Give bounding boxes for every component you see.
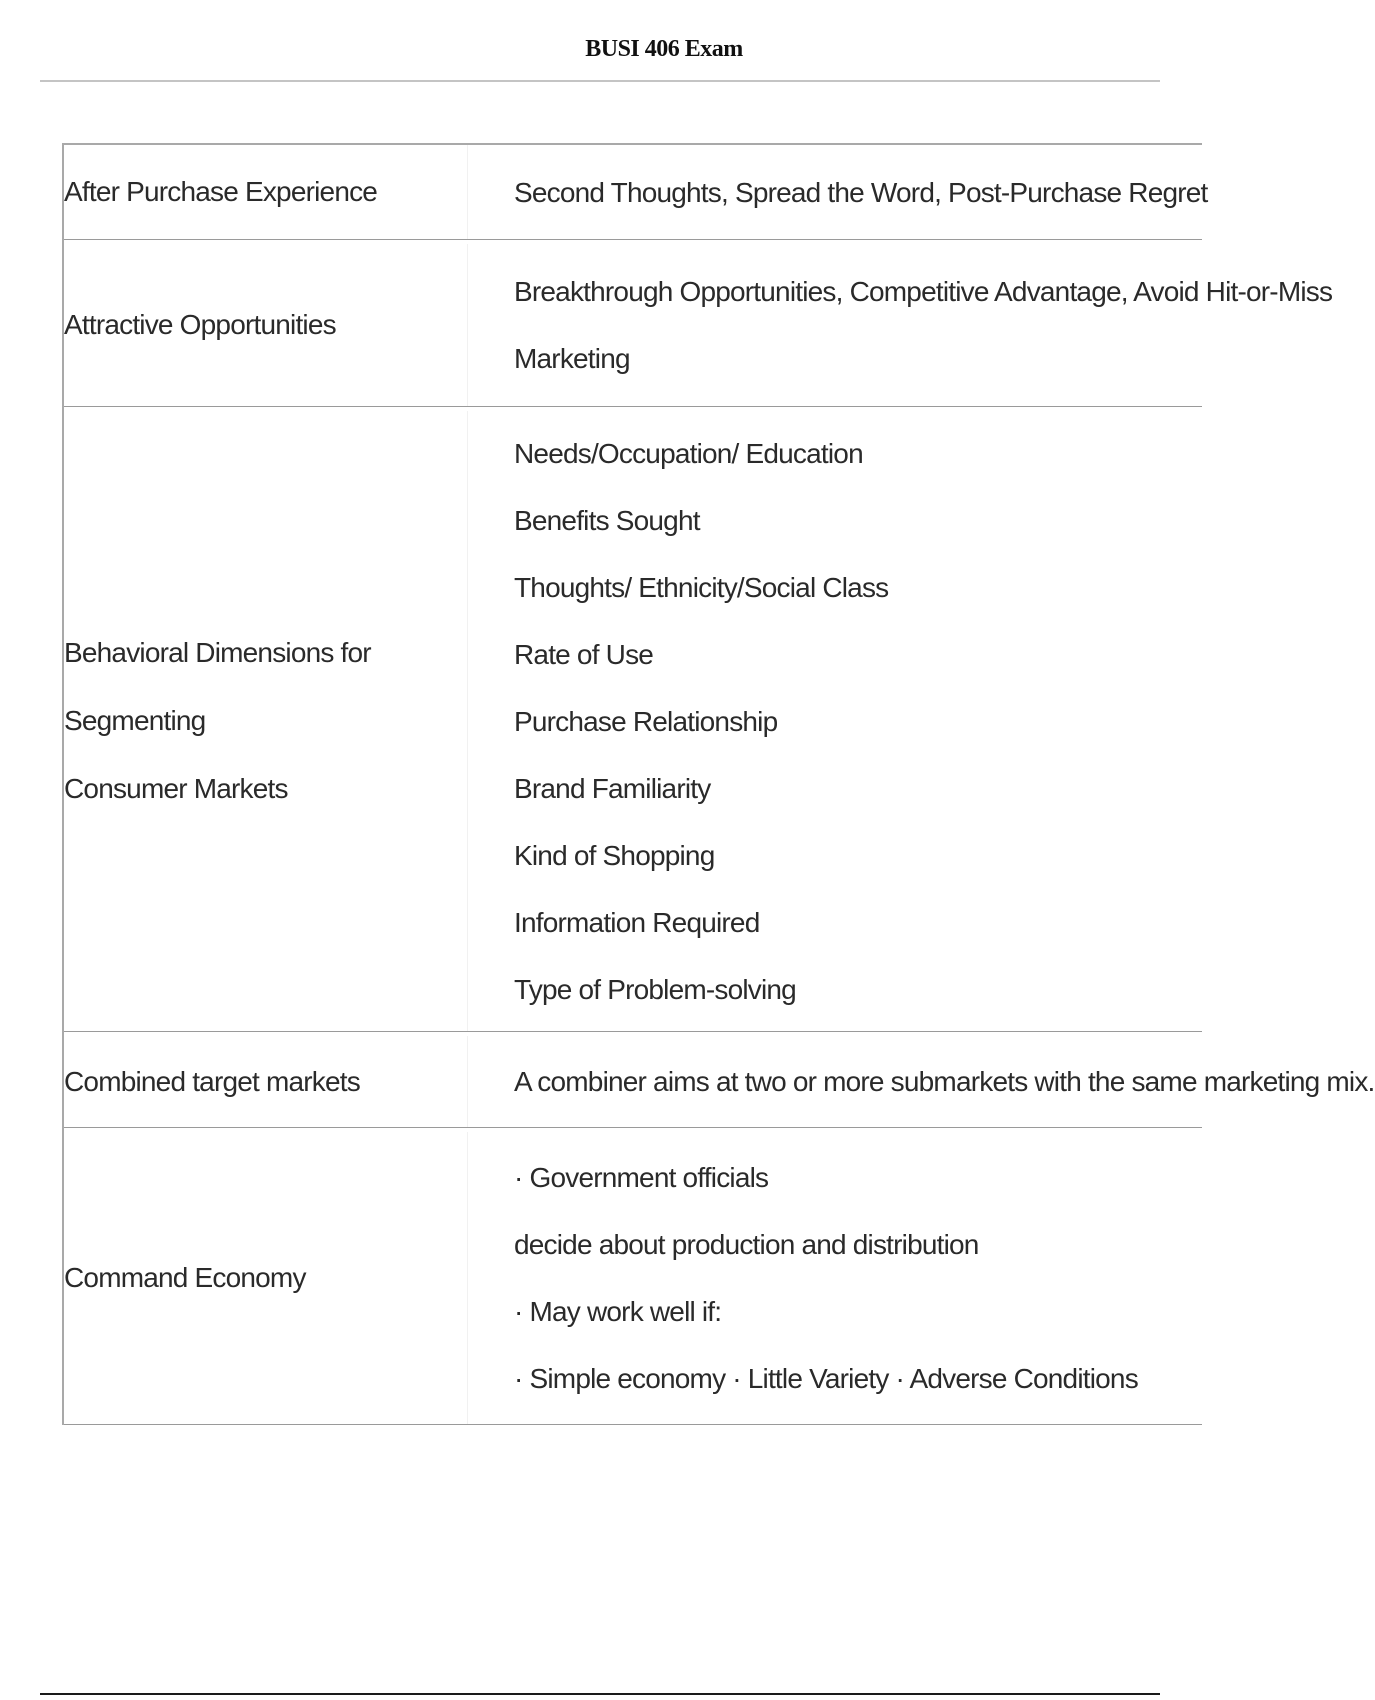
definition-line: · May work well if: xyxy=(514,1296,722,1327)
term-cell xyxy=(64,1132,468,1424)
definition-line: Marketing xyxy=(514,343,630,374)
term-text-block xyxy=(64,619,467,823)
table-row xyxy=(64,1032,1375,1128)
definition-line: Benefits Sought xyxy=(514,504,700,536)
definition-line: Type of Problem-solving xyxy=(514,973,796,1005)
definition-line: Information Required xyxy=(514,906,760,938)
definition-cell xyxy=(468,411,1202,1031)
page-title: BUSI 406 Exam xyxy=(585,36,743,62)
term-text: After Purchase Experience xyxy=(64,176,378,207)
header-divider xyxy=(40,80,1160,82)
table-row xyxy=(64,240,1333,407)
definition-cell xyxy=(468,1132,1202,1424)
term-text: Behavioral Dimensions for Segmenting xyxy=(64,637,371,736)
term-cell xyxy=(64,145,468,239)
term-cell xyxy=(64,411,468,1031)
term-cell xyxy=(64,1036,468,1127)
term-text: Command Economy xyxy=(64,1262,306,1293)
definition-line: Needs/Occupation/ Education xyxy=(514,437,863,469)
term-text: Consumer Markets xyxy=(64,773,288,804)
definition-line: Rate of Use xyxy=(514,638,654,670)
definition-line: Thoughts/ Ethnicity/Social Class xyxy=(514,571,889,603)
page-header xyxy=(40,36,1160,63)
definition-line: Kind of Shopping xyxy=(514,839,715,871)
definition-cell xyxy=(468,244,1332,406)
definition-line: · Government officials xyxy=(514,1162,769,1193)
definition-line: Brand Familiarity xyxy=(514,772,711,804)
definition-cell xyxy=(468,1036,1375,1127)
term-text: Attractive Opportunities xyxy=(64,309,336,340)
definition-line: Second Thoughts, Spread the Word, Post-Purchase Regret xyxy=(514,176,1208,208)
definition-line: decide about production and distribution xyxy=(514,1229,979,1260)
term-cell xyxy=(64,244,468,406)
table-row xyxy=(64,407,1202,1032)
definition-line: Breakthrough Opportunities, Competitive Advantage, Avoid Hit-or-Miss xyxy=(514,276,1333,307)
definition-line: Purchase Relationship xyxy=(514,705,778,737)
table-row xyxy=(64,145,1208,240)
term-text: Combined target markets xyxy=(64,1065,360,1097)
definition-cell xyxy=(468,145,1208,239)
definition-line: A combiner aims at two or more submarkets with the same marketing mix. xyxy=(514,1066,1375,1097)
glossary-table xyxy=(62,143,1375,1425)
footer-divider xyxy=(40,1693,1160,1695)
table-row xyxy=(64,1128,1202,1425)
definition-line: · Simple economy · Little Variety · Adverse Conditions xyxy=(514,1363,1138,1394)
